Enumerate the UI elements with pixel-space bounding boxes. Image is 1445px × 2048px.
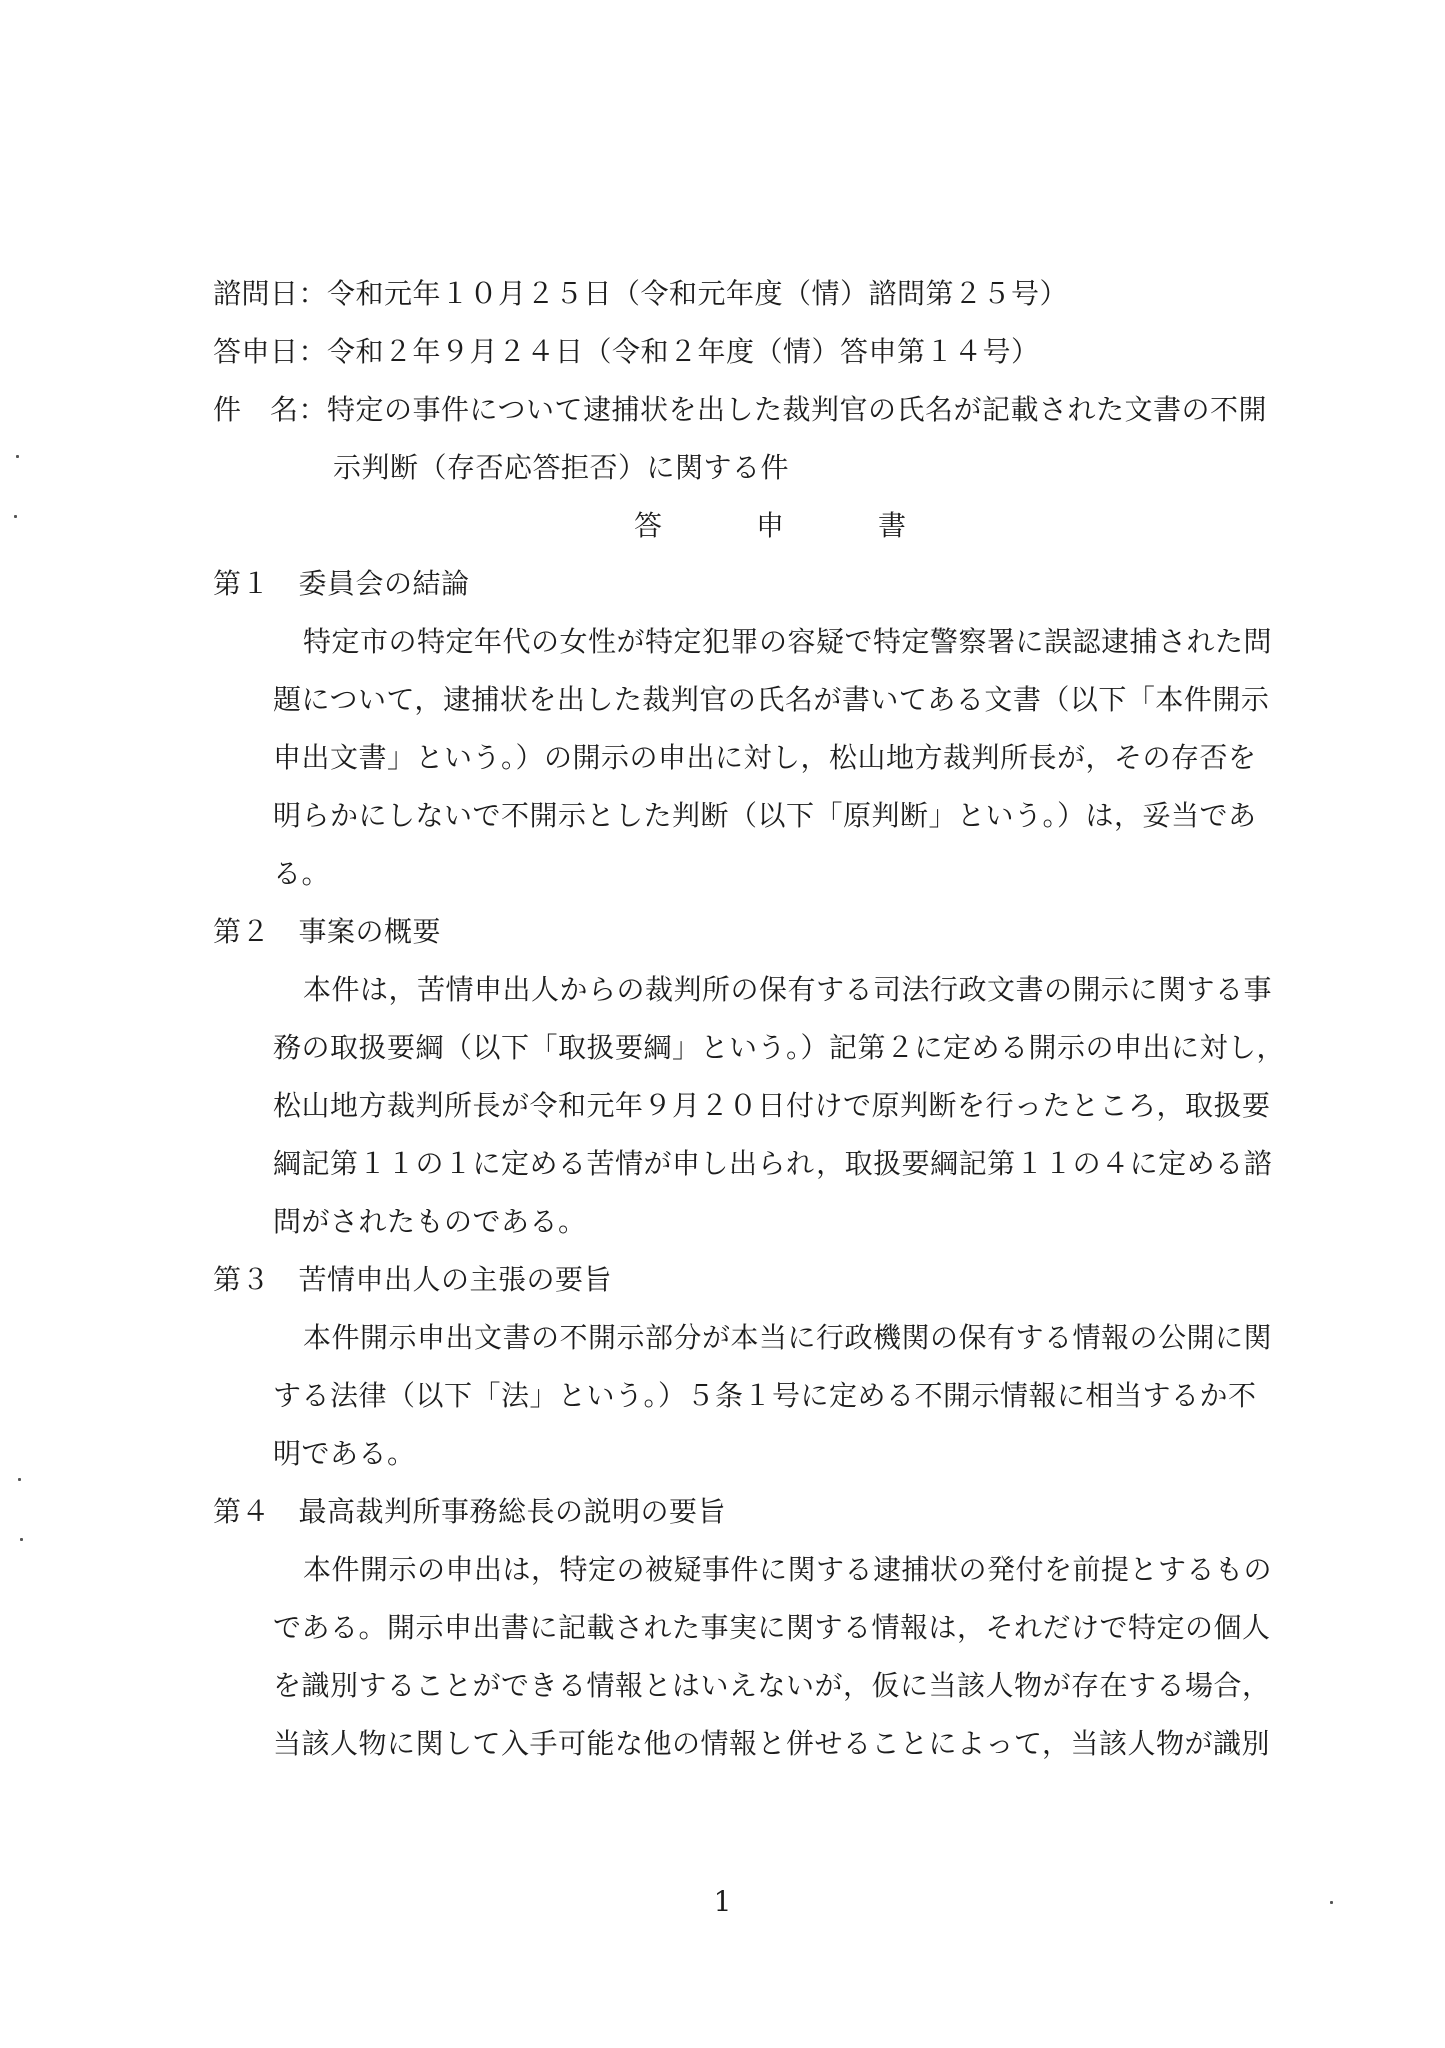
page-number: 1	[713, 1885, 732, 1918]
section-1-line-5: る。	[273, 857, 331, 890]
subject-line-2: 示判断（存否応答拒否）に関する件	[333, 451, 790, 484]
document-title	[0, 508, 1445, 544]
section-3-line-2: する法律（以下「法」という。）５条１号に定める不開示情報に相当するか不	[273, 1379, 1257, 1412]
section-1-line-1: 特定市の特定年代の女性が特定犯罪の容疑で特定警察署に誤認逮捕された問	[303, 625, 1273, 658]
section-2-line-2: 務の取扱要綱（以下「取扱要綱」という。）記第２に定める開示の申出に対し，	[273, 1031, 1286, 1064]
title-char-2: 申	[756, 509, 785, 542]
report-date-line: 答申日：令和２年９月２４日（令和２年度（情）答申第１４号）	[213, 335, 1040, 368]
inquiry-date-line: 諮問日：令和元年１０月２５日（令和元年度（情）諮問第２５号）	[213, 277, 1069, 310]
section-1-line-2: 題について，逮捕状を出した裁判官の氏名が書いてある文書（以下「本件開示	[273, 683, 1270, 716]
section-4-line-4: 当該人物に関して入手可能な他の情報と併せることによって，当該人物が識別	[273, 1727, 1270, 1760]
scan-speck	[18, 1478, 21, 1481]
section-heading-1: 第１ 委員会の結論	[213, 567, 470, 600]
section-2-line-4: 綱記第１１の１に定める苦情が申し出られ，取扱要綱記第１１の４に定める諮	[273, 1147, 1273, 1180]
subject-line-1: 件 名：特定の事件について逮捕状を出した裁判官の氏名が記載された文書の不開	[213, 393, 1267, 426]
section-heading-2: 第２ 事案の概要	[213, 915, 442, 948]
section-3-line-1: 本件開示申出文書の不開示部分が本当に行政機関の保有する情報の公開に関	[303, 1321, 1273, 1354]
scan-speck	[1330, 1901, 1333, 1904]
scan-speck	[20, 1538, 23, 1541]
section-1-line-3: 申出文書」という。）の開示の申出に対し，松山地方裁判所長が，その存否を	[273, 741, 1257, 774]
title-char-3: 書	[878, 509, 907, 542]
section-3-line-3: 明である。	[273, 1437, 416, 1470]
section-2-line-1: 本件は，苦情申出人からの裁判所の保有する司法行政文書の開示に関する事	[303, 973, 1273, 1006]
title-char-1: 答	[634, 509, 663, 542]
scan-speck	[16, 455, 19, 458]
section-4-line-3: を識別することができる情報とはいえないが，仮に当該人物が存在する場合，	[273, 1669, 1271, 1702]
section-1-line-4: 明らかにしないで不開示とした判断（以下「原判断」という。）は，妥当であ	[273, 799, 1257, 832]
section-2-line-3: 松山地方裁判所長が令和元年９月２０日付けで原判断を行ったところ，取扱要	[273, 1089, 1271, 1122]
section-2-line-5: 問がされたものである。	[273, 1205, 587, 1238]
section-heading-3: 第３ 苦情申出人の主張の要旨	[213, 1263, 613, 1296]
section-4-line-2: である。開示申出書に記載された事実に関する情報は，それだけで特定の個人	[273, 1611, 1271, 1644]
section-4-line-1: 本件開示の申出は，特定の被疑事件に関する逮捕状の発付を前提とするもの	[303, 1553, 1273, 1586]
section-heading-4: 第４ 最高裁判所事務総長の説明の要旨	[213, 1495, 727, 1528]
scan-speck	[14, 515, 17, 518]
